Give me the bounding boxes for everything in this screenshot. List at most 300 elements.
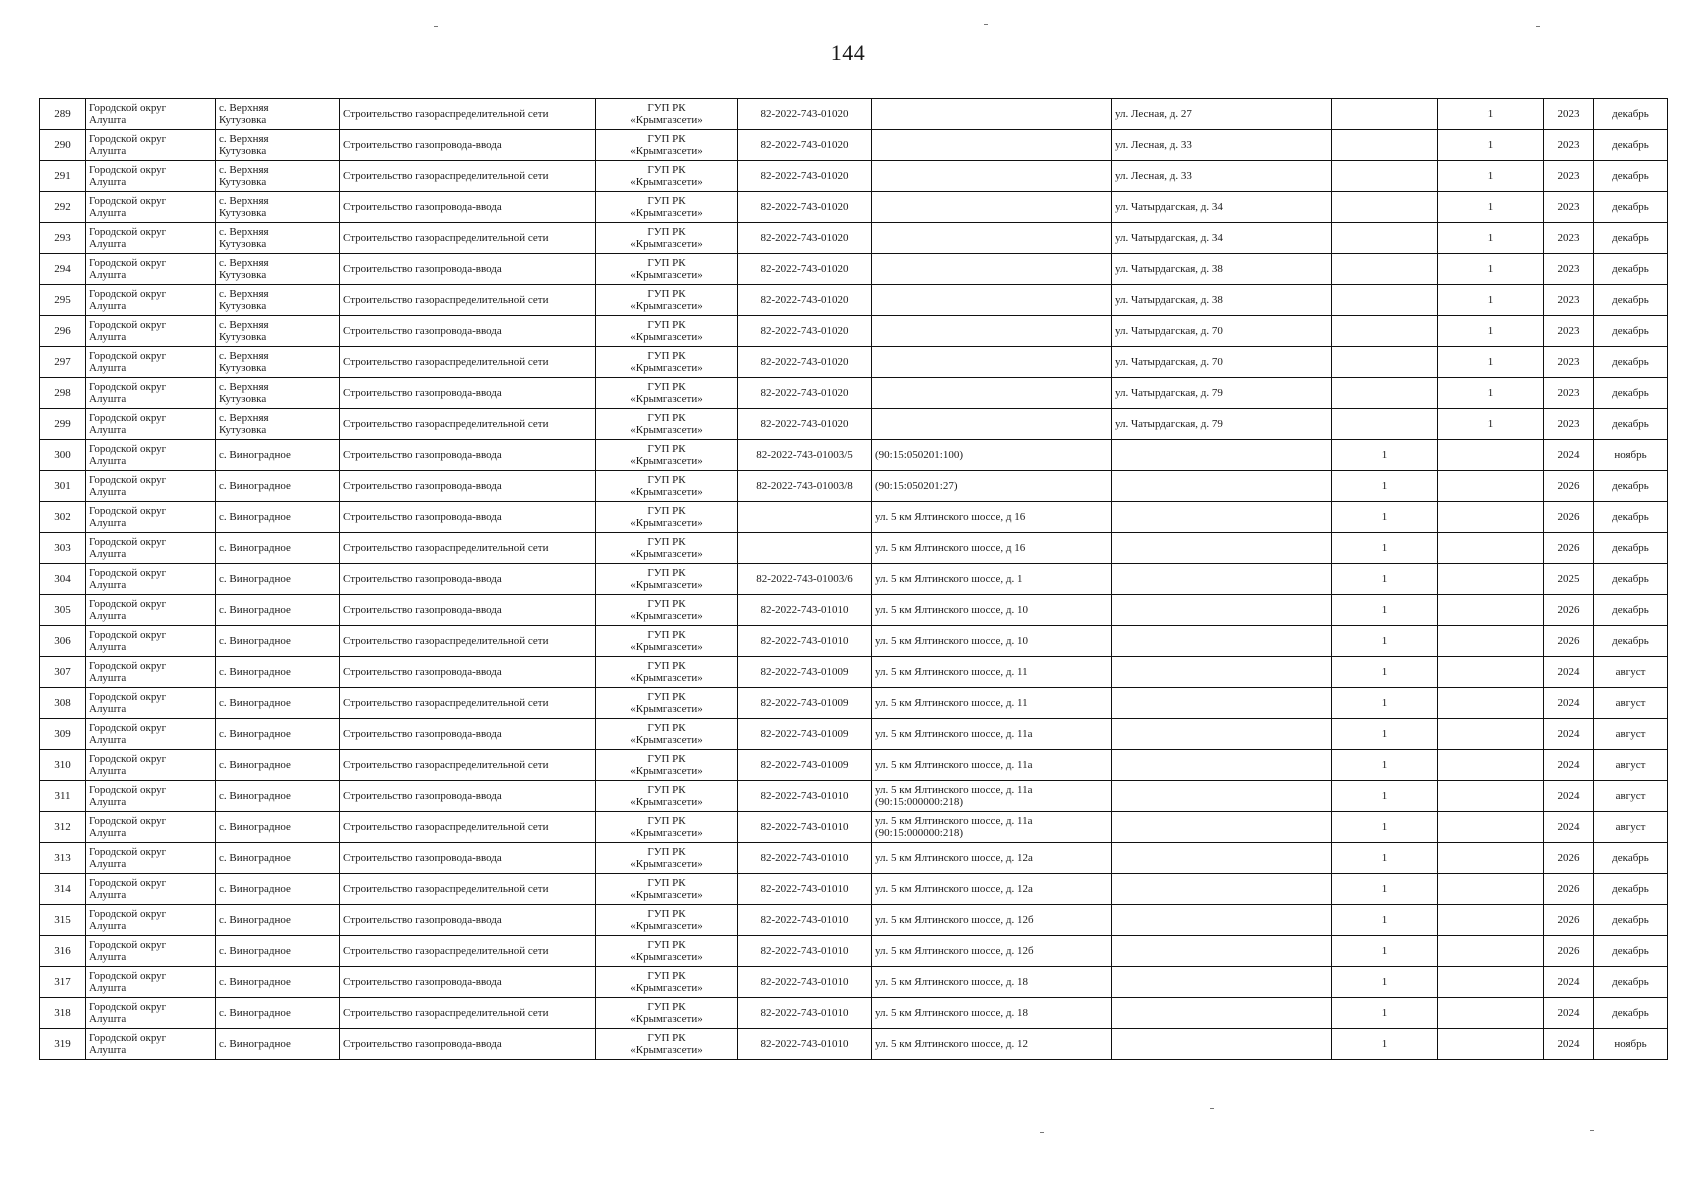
year-cell: 2026	[1544, 471, 1594, 502]
address-cell	[872, 874, 1112, 905]
village-cell-line: с. Виноградное	[219, 852, 291, 864]
organization-cell-line: ГУП РК	[647, 474, 686, 486]
village-cell	[216, 347, 340, 378]
organization-cell	[596, 533, 738, 564]
work-type-cell: Строительство газопровода-ввода	[340, 843, 596, 874]
district-cell-line: Городской округ	[89, 319, 167, 331]
organization-cell-line: ГУП РК	[647, 350, 686, 362]
program-code-cell	[738, 502, 872, 533]
organization-cell	[596, 471, 738, 502]
organization-cell-line: ГУП РК	[647, 505, 686, 517]
count-a-cell: 1	[1332, 781, 1438, 812]
organization-cell	[596, 843, 738, 874]
district-cell-line: Городской округ	[89, 877, 167, 889]
year-cell: 2026	[1544, 595, 1594, 626]
address-cell	[872, 688, 1112, 719]
district-cell-line: Городской округ	[89, 939, 167, 951]
program-code-cell: 82-2022-743-01003/6	[738, 564, 872, 595]
count-b-cell	[1438, 626, 1544, 657]
village-cell-line: Кутузовка	[219, 424, 267, 436]
count-b-cell: 1	[1438, 192, 1544, 223]
work-type-cell: Строительство газопровода-ввода	[340, 440, 596, 471]
address-line: ул. 5 км Ялтинского шоссе, д. 18	[875, 1007, 1028, 1019]
month-cell: декабрь	[1594, 409, 1668, 440]
district-cell-line: Городской округ	[89, 815, 167, 827]
organization-cell	[596, 378, 738, 409]
district-cell	[86, 254, 216, 285]
village-cell	[216, 99, 340, 130]
year-cell: 2023	[1544, 285, 1594, 316]
district-cell-line: Алушта	[89, 920, 127, 932]
work-type-cell: Строительство газораспределительной сети	[340, 936, 596, 967]
count-b-cell: 1	[1438, 99, 1544, 130]
work-type-cell: Строительство газораспределительной сети	[340, 750, 596, 781]
table-row	[40, 192, 1668, 223]
address-line: ул. 5 км Ялтинского шоссе, д. 12б	[875, 945, 1034, 957]
district-cell-line: Алушта	[89, 393, 127, 405]
address-cell	[872, 812, 1112, 843]
work-type-cell: Строительство газопровода-ввода	[340, 1029, 596, 1060]
village-cell-line: Кутузовка	[219, 393, 267, 405]
village-cell-line: с. Верхняя	[219, 257, 269, 269]
district-cell-line: Алушта	[89, 362, 127, 374]
village-cell-line: с. Виноградное	[219, 635, 291, 647]
month-cell: декабрь	[1594, 967, 1668, 998]
year-cell: 2026	[1544, 843, 1594, 874]
district-cell-line: Алушта	[89, 238, 127, 250]
year-cell: 2024	[1544, 967, 1594, 998]
village-cell-line: с. Верхняя	[219, 381, 269, 393]
organization-cell-line: ГУП РК	[647, 257, 686, 269]
work-type-cell: Строительство газораспределительной сети	[340, 285, 596, 316]
district-cell-line: Алушта	[89, 951, 127, 963]
address-line: ул. 5 км Ялтинского шоссе, д. 10	[875, 604, 1028, 616]
organization-cell-line: ГУП РК	[647, 195, 686, 207]
year-cell: 2024	[1544, 1029, 1594, 1060]
organization-cell-line: ГУП РК	[647, 288, 686, 300]
count-b-cell	[1438, 781, 1544, 812]
organization-cell	[596, 657, 738, 688]
organization-cell-line: ГУП РК	[647, 133, 686, 145]
village-cell	[216, 595, 340, 626]
organization-cell	[596, 409, 738, 440]
year-cell: 2026	[1544, 936, 1594, 967]
village-cell-line: Кутузовка	[219, 300, 267, 312]
district-cell-line: Алушта	[89, 424, 127, 436]
village-cell	[216, 998, 340, 1029]
district-cell-line: Городской округ	[89, 908, 167, 920]
village-cell-line: с. Виноградное	[219, 480, 291, 492]
district-cell-line: Алушта	[89, 486, 127, 498]
count-b-cell	[1438, 440, 1544, 471]
count-b-cell	[1438, 905, 1544, 936]
program-code-cell: 82-2022-743-01010	[738, 843, 872, 874]
count-b-cell: 1	[1438, 316, 1544, 347]
village-cell-line: с. Виноградное	[219, 759, 291, 771]
table-row	[40, 502, 1668, 533]
count-a-cell: 1	[1332, 533, 1438, 564]
count-a-cell: 1	[1332, 843, 1438, 874]
cadastral-number: (90:15:050201:27)	[875, 480, 958, 492]
count-b-cell	[1438, 750, 1544, 781]
address-cell	[872, 161, 1112, 192]
organization-cell-line: ГУП РК	[647, 970, 686, 982]
month-cell: декабрь	[1594, 936, 1668, 967]
row-number: 290	[40, 130, 86, 161]
district-cell-line: Городской округ	[89, 257, 167, 269]
program-code-cell: 82-2022-743-01020	[738, 130, 872, 161]
organization-cell	[596, 502, 738, 533]
district-cell	[86, 905, 216, 936]
village-cell-line: с. Виноградное	[219, 449, 291, 461]
table-row	[40, 285, 1668, 316]
count-a-cell: 1	[1332, 471, 1438, 502]
organization-cell-line: «Крымгазсети»	[630, 486, 703, 498]
village-cell-line: с. Виноградное	[219, 1038, 291, 1050]
street-address-cell	[1112, 688, 1332, 719]
organization-cell-line: «Крымгазсети»	[630, 703, 703, 715]
month-cell: декабрь	[1594, 843, 1668, 874]
cadastral-number: (90:15:050201:100)	[875, 449, 963, 461]
district-cell	[86, 967, 216, 998]
street-address-cell	[1112, 936, 1332, 967]
street-address-cell	[1112, 471, 1332, 502]
district-cell-line: Алушта	[89, 889, 127, 901]
village-cell-line: с. Виноградное	[219, 1007, 291, 1019]
address-line: ул. 5 км Ялтинского шоссе, д. 18	[875, 976, 1028, 988]
address-cell	[872, 409, 1112, 440]
count-a-cell	[1332, 285, 1438, 316]
address-line: ул. 5 км Ялтинского шоссе, д 16	[875, 542, 1026, 554]
organization-cell-line: «Крымгазсети»	[630, 114, 703, 126]
district-cell-line: Городской округ	[89, 722, 167, 734]
month-cell: декабрь	[1594, 316, 1668, 347]
count-b-cell: 1	[1438, 254, 1544, 285]
organization-cell-line: ГУП РК	[647, 784, 686, 796]
organization-cell-line: ГУП РК	[647, 381, 686, 393]
table-row	[40, 99, 1668, 130]
district-cell-line: Городской округ	[89, 691, 167, 703]
program-code-cell: 82-2022-743-01020	[738, 254, 872, 285]
row-number: 318	[40, 998, 86, 1029]
village-cell	[216, 688, 340, 719]
organization-cell-line: «Крымгазсети»	[630, 207, 703, 219]
district-cell	[86, 998, 216, 1029]
address-cell	[872, 223, 1112, 254]
village-cell	[216, 409, 340, 440]
district-cell-line: Городской округ	[89, 660, 167, 672]
row-number: 316	[40, 936, 86, 967]
address-line: ул. 5 км Ялтинского шоссе, д. 12	[875, 1038, 1028, 1050]
row-number: 305	[40, 595, 86, 626]
program-code-cell: 82-2022-743-01010	[738, 874, 872, 905]
program-code-cell: 82-2022-743-01009	[738, 688, 872, 719]
organization-cell	[596, 750, 738, 781]
count-a-cell	[1332, 99, 1438, 130]
work-type-cell: Строительство газораспределительной сети	[340, 626, 596, 657]
program-code-cell: 82-2022-743-01020	[738, 378, 872, 409]
address-cell	[872, 936, 1112, 967]
village-cell	[216, 1029, 340, 1060]
address-line: ул. 5 км Ялтинского шоссе, д. 11а	[875, 815, 1033, 827]
month-cell: август	[1594, 750, 1668, 781]
district-cell-line: Городской округ	[89, 629, 167, 641]
village-cell	[216, 285, 340, 316]
table-row	[40, 440, 1668, 471]
program-code-cell: 82-2022-743-01020	[738, 316, 872, 347]
village-cell	[216, 316, 340, 347]
district-cell	[86, 657, 216, 688]
work-type-cell: Строительство газораспределительной сети	[340, 998, 596, 1029]
address-line: ул. 5 км Ялтинского шоссе, д 16	[875, 511, 1026, 523]
street-address-cell: ул. Чатырдагская, д. 38	[1112, 254, 1332, 285]
count-b-cell	[1438, 533, 1544, 564]
street-address-cell: ул. Лесная, д. 33	[1112, 161, 1332, 192]
village-cell-line: с. Виноградное	[219, 945, 291, 957]
village-cell-line: с. Виноградное	[219, 697, 291, 709]
row-number: 298	[40, 378, 86, 409]
district-cell-line: Алушта	[89, 145, 127, 157]
street-address-cell	[1112, 967, 1332, 998]
district-cell	[86, 564, 216, 595]
organization-cell-line: ГУП РК	[647, 412, 686, 424]
count-a-cell: 1	[1332, 719, 1438, 750]
village-cell	[216, 378, 340, 409]
month-cell: декабрь	[1594, 874, 1668, 905]
program-code-cell: 82-2022-743-01020	[738, 192, 872, 223]
organization-cell-line: «Крымгазсети»	[630, 455, 703, 467]
work-type-cell: Строительство газопровода-ввода	[340, 657, 596, 688]
month-cell: август	[1594, 781, 1668, 812]
month-cell: декабрь	[1594, 254, 1668, 285]
table-row	[40, 409, 1668, 440]
organization-cell	[596, 688, 738, 719]
year-cell: 2024	[1544, 781, 1594, 812]
street-address-cell	[1112, 750, 1332, 781]
district-cell-line: Городской округ	[89, 102, 167, 114]
organization-cell	[596, 254, 738, 285]
month-cell: декабрь	[1594, 905, 1668, 936]
year-cell: 2026	[1544, 502, 1594, 533]
count-b-cell: 1	[1438, 347, 1544, 378]
organization-cell-line: «Крымгазсети»	[630, 734, 703, 746]
organization-cell	[596, 905, 738, 936]
program-code-cell: 82-2022-743-01010	[738, 967, 872, 998]
district-cell-line: Городской округ	[89, 970, 167, 982]
address-cell	[872, 471, 1112, 502]
village-cell-line: с. Виноградное	[219, 976, 291, 988]
village-cell-line: с. Верхняя	[219, 319, 269, 331]
count-b-cell	[1438, 595, 1544, 626]
table-row	[40, 874, 1668, 905]
year-cell: 2023	[1544, 378, 1594, 409]
work-type-cell: Строительство газораспределительной сети	[340, 874, 596, 905]
row-number: 308	[40, 688, 86, 719]
organization-cell-line: ГУП РК	[647, 722, 686, 734]
address-cell	[872, 285, 1112, 316]
organization-cell-line: «Крымгазсети»	[630, 982, 703, 994]
district-cell-line: Городской округ	[89, 412, 167, 424]
count-b-cell: 1	[1438, 409, 1544, 440]
district-cell-line: Городской округ	[89, 195, 167, 207]
table-row	[40, 905, 1668, 936]
address-line: ул. 5 км Ялтинского шоссе, д. 10	[875, 635, 1028, 647]
count-b-cell	[1438, 502, 1544, 533]
district-cell-line: Городской округ	[89, 226, 167, 238]
organization-cell-line: «Крымгазсети»	[630, 610, 703, 622]
table-row	[40, 254, 1668, 285]
village-cell-line: Кутузовка	[219, 207, 267, 219]
organization-cell-line: «Крымгазсети»	[630, 269, 703, 281]
count-a-cell: 1	[1332, 1029, 1438, 1060]
table-row	[40, 843, 1668, 874]
village-cell	[216, 161, 340, 192]
address-line: ул. 5 км Ялтинского шоссе, д. 12а	[875, 852, 1033, 864]
count-b-cell	[1438, 564, 1544, 595]
district-cell	[86, 378, 216, 409]
table-row	[40, 223, 1668, 254]
address-cell	[872, 533, 1112, 564]
organization-cell-line: ГУП РК	[647, 753, 686, 765]
year-cell: 2023	[1544, 409, 1594, 440]
organization-cell	[596, 440, 738, 471]
count-a-cell: 1	[1332, 905, 1438, 936]
count-b-cell: 1	[1438, 285, 1544, 316]
work-type-cell: Строительство газораспределительной сети	[340, 533, 596, 564]
village-cell	[216, 192, 340, 223]
village-cell-line: с. Виноградное	[219, 821, 291, 833]
count-a-cell: 1	[1332, 998, 1438, 1029]
address-cell	[872, 192, 1112, 223]
work-type-cell: Строительство газопровода-ввода	[340, 967, 596, 998]
organization-cell-line: «Крымгазсети»	[630, 331, 703, 343]
program-code-cell: 82-2022-743-01009	[738, 657, 872, 688]
count-a-cell: 1	[1332, 874, 1438, 905]
program-code-cell: 82-2022-743-01009	[738, 750, 872, 781]
count-a-cell	[1332, 223, 1438, 254]
street-address-cell: ул. Чатырдагская, д. 34	[1112, 192, 1332, 223]
district-cell	[86, 626, 216, 657]
district-cell	[86, 719, 216, 750]
address-cell	[872, 378, 1112, 409]
row-number: 309	[40, 719, 86, 750]
village-cell	[216, 719, 340, 750]
year-cell: 2023	[1544, 161, 1594, 192]
organization-cell	[596, 719, 738, 750]
row-number: 304	[40, 564, 86, 595]
organization-cell-line: «Крымгазсети»	[630, 145, 703, 157]
street-address-cell: ул. Чатырдагская, д. 70	[1112, 347, 1332, 378]
district-cell-line: Алушта	[89, 672, 127, 684]
month-cell: декабрь	[1594, 595, 1668, 626]
organization-cell-line: ГУП РК	[647, 598, 686, 610]
organization-cell-line: «Крымгазсети»	[630, 951, 703, 963]
work-type-cell: Строительство газораспределительной сети	[340, 812, 596, 843]
table-row	[40, 595, 1668, 626]
address-line: ул. 5 км Ялтинского шоссе, д. 12б	[875, 914, 1034, 926]
table-row	[40, 626, 1668, 657]
address-line: ул. 5 км Ялтинского шоссе, д. 1	[875, 573, 1023, 585]
register-table-body	[40, 99, 1668, 1060]
village-cell-line: Кутузовка	[219, 238, 267, 250]
address-cell	[872, 130, 1112, 161]
district-cell-line: Алушта	[89, 827, 127, 839]
district-cell-line: Алушта	[89, 734, 127, 746]
village-cell-line: с. Верхняя	[219, 133, 269, 145]
program-code-cell: 82-2022-743-01020	[738, 161, 872, 192]
count-a-cell: 1	[1332, 440, 1438, 471]
district-cell-line: Алушта	[89, 858, 127, 870]
district-cell-line: Городской округ	[89, 474, 167, 486]
district-cell-line: Алушта	[89, 641, 127, 653]
address-cell	[872, 905, 1112, 936]
program-code-cell: 82-2022-743-01010	[738, 905, 872, 936]
organization-cell	[596, 626, 738, 657]
row-number: 291	[40, 161, 86, 192]
address-cell	[872, 99, 1112, 130]
organization-cell	[596, 347, 738, 378]
work-type-cell: Строительство газопровода-ввода	[340, 254, 596, 285]
count-b-cell	[1438, 688, 1544, 719]
year-cell: 2026	[1544, 533, 1594, 564]
organization-cell-line: ГУП РК	[647, 567, 686, 579]
work-type-cell: Строительство газопровода-ввода	[340, 471, 596, 502]
organization-cell-line: «Крымгазсети»	[630, 641, 703, 653]
village-cell	[216, 812, 340, 843]
district-cell-line: Городской округ	[89, 1001, 167, 1013]
organization-cell-line: «Крымгазсети»	[630, 765, 703, 777]
district-cell	[86, 223, 216, 254]
address-line: ул. 5 км Ялтинского шоссе, д. 11а	[875, 759, 1033, 771]
organization-cell-line: ГУП РК	[647, 536, 686, 548]
count-b-cell	[1438, 967, 1544, 998]
address-line: ул. 5 км Ялтинского шоссе, д. 11а	[875, 728, 1033, 740]
address-cell	[872, 564, 1112, 595]
village-cell-line: с. Виноградное	[219, 790, 291, 802]
district-cell-line: Городской округ	[89, 350, 167, 362]
organization-cell-line: «Крымгазсети»	[630, 393, 703, 405]
village-cell-line: с. Верхняя	[219, 350, 269, 362]
month-cell: ноябрь	[1594, 440, 1668, 471]
work-type-cell: Строительство газопровода-ввода	[340, 595, 596, 626]
program-code-cell: 82-2022-743-01020	[738, 409, 872, 440]
organization-cell	[596, 874, 738, 905]
village-cell-line: с. Виноградное	[219, 542, 291, 554]
village-cell	[216, 781, 340, 812]
table-row	[40, 378, 1668, 409]
row-number: 303	[40, 533, 86, 564]
year-cell: 2024	[1544, 440, 1594, 471]
table-row	[40, 130, 1668, 161]
count-a-cell: 1	[1332, 564, 1438, 595]
work-type-cell: Строительство газопровода-ввода	[340, 564, 596, 595]
village-cell-line: с. Виноградное	[219, 728, 291, 740]
organization-cell	[596, 285, 738, 316]
organization-cell-line: ГУП РК	[647, 226, 686, 238]
month-cell: декабрь	[1594, 347, 1668, 378]
street-address-cell	[1112, 595, 1332, 626]
village-cell	[216, 564, 340, 595]
program-code-cell: 82-2022-743-01020	[738, 347, 872, 378]
village-cell-line: Кутузовка	[219, 176, 267, 188]
village-cell-line: с. Виноградное	[219, 883, 291, 895]
district-cell-line: Алушта	[89, 1013, 127, 1025]
organization-cell-line: ГУП РК	[647, 877, 686, 889]
row-number: 313	[40, 843, 86, 874]
district-cell-line: Алушта	[89, 579, 127, 591]
year-cell: 2024	[1544, 812, 1594, 843]
table-row	[40, 967, 1668, 998]
